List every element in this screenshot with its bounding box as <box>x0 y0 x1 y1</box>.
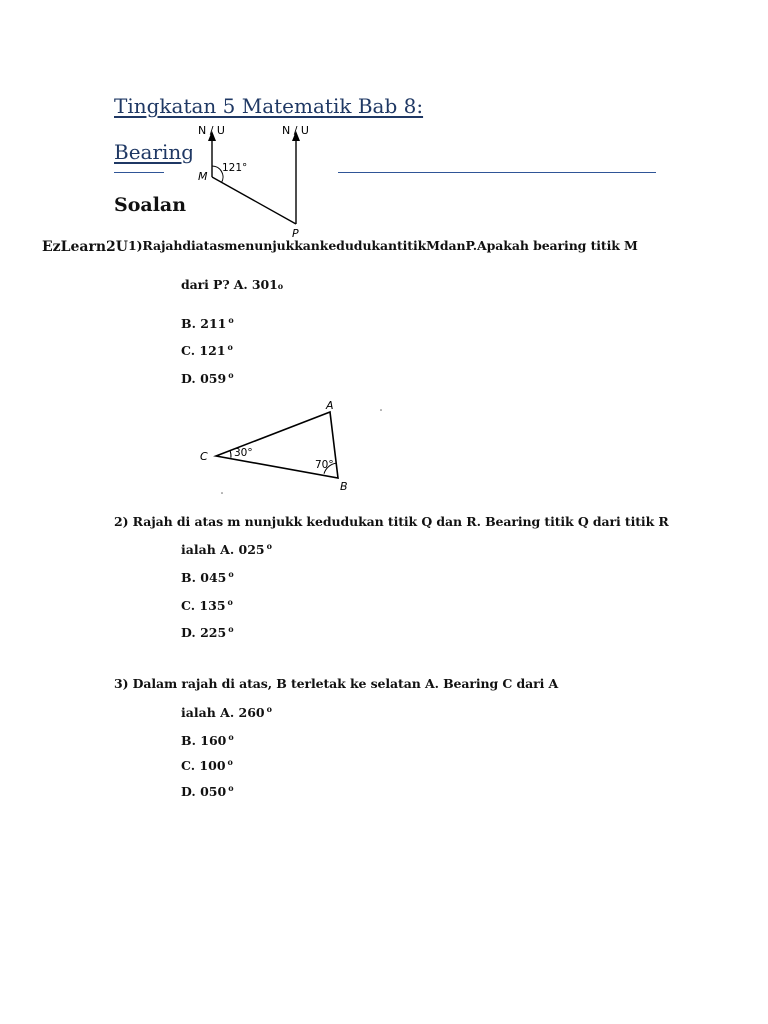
degree-mark: o <box>228 370 234 380</box>
figure-triangle-abc <box>176 394 384 496</box>
question-1-text: 1)RajahdiatasmenunjukkankedudukantitikMdanP.Apakah bearing titik M <box>128 238 638 253</box>
north-label-m: N / U <box>198 124 225 137</box>
point-label-c: C <box>200 450 208 463</box>
option-text: D. 050 <box>181 784 227 800</box>
option-text: D. 059 <box>181 371 227 387</box>
point-label-a: A <box>326 399 334 412</box>
degree-mark: o <box>227 342 233 352</box>
segment-m-p <box>212 177 296 224</box>
option-text: C. 100 <box>181 758 226 774</box>
option-text: C. 121 <box>181 343 226 359</box>
option-text: C. 135 <box>181 598 226 614</box>
question-1-option-b <box>181 315 234 331</box>
question-2-option-d <box>181 624 234 640</box>
question-2-option-a <box>181 541 272 557</box>
point-label-m: M <box>198 170 208 183</box>
degree-mark: o <box>228 315 234 325</box>
question-3-option-c <box>181 757 233 773</box>
question-1-line2 <box>181 277 283 292</box>
question-2-text: 2) Rajah di atas m nunjukk kedudukan titik Q dan R. Bearing titik Q dari titik R <box>114 514 669 529</box>
document-title-line2: Bearing <box>114 140 195 164</box>
title-rule-left <box>114 172 164 173</box>
point-label-b: B <box>340 480 348 493</box>
question-3-text: 3) Dalam rajah di atas, B terletak ke selatan A. Bearing C dari A <box>114 676 559 691</box>
point-label-p: P <box>292 227 299 240</box>
option-text: D. 225 <box>181 625 227 641</box>
angle-label-121: 121° <box>222 162 248 174</box>
question-3-option-d <box>181 783 234 799</box>
degree-mark: o <box>277 281 283 291</box>
degree-mark: o <box>266 704 272 714</box>
degree-mark: o <box>228 732 234 742</box>
title-rule-right <box>334 172 656 173</box>
question-1-option-a: dari P? A. 301 <box>181 277 278 292</box>
speck <box>221 492 223 494</box>
north-label-p: N / U <box>282 124 309 137</box>
degree-mark: o <box>266 541 272 551</box>
figure-bearing-m-p <box>192 122 338 240</box>
degree-mark: o <box>228 783 234 793</box>
degree-mark: o <box>227 597 233 607</box>
question-2-option-b <box>181 569 234 585</box>
question-3-option-a <box>181 704 272 720</box>
degree-mark: o <box>227 757 233 767</box>
side-label: EzLearn2U <box>42 239 128 255</box>
degree-mark: o <box>228 624 234 634</box>
angle-label-c: 30° <box>234 447 253 459</box>
option-text: B. 160 <box>181 733 227 749</box>
speck <box>380 409 382 411</box>
option-text: ialah A. 260 <box>181 705 265 721</box>
angle-label-b: 70° <box>315 459 334 471</box>
option-text: B. 045 <box>181 570 227 586</box>
option-text: ialah A. 025 <box>181 542 265 558</box>
option-text: B. 211 <box>181 316 227 332</box>
question-1-option-d <box>181 370 234 386</box>
question-1-option-c <box>181 342 233 358</box>
angle-arc-c <box>230 451 231 458</box>
degree-mark: o <box>228 569 234 579</box>
section-heading: Soalan <box>114 194 187 216</box>
question-3-option-b <box>181 732 234 748</box>
document-title-line1: Tingkatan 5 Matematik Bab 8: <box>114 94 424 118</box>
question-2-option-c <box>181 597 233 613</box>
